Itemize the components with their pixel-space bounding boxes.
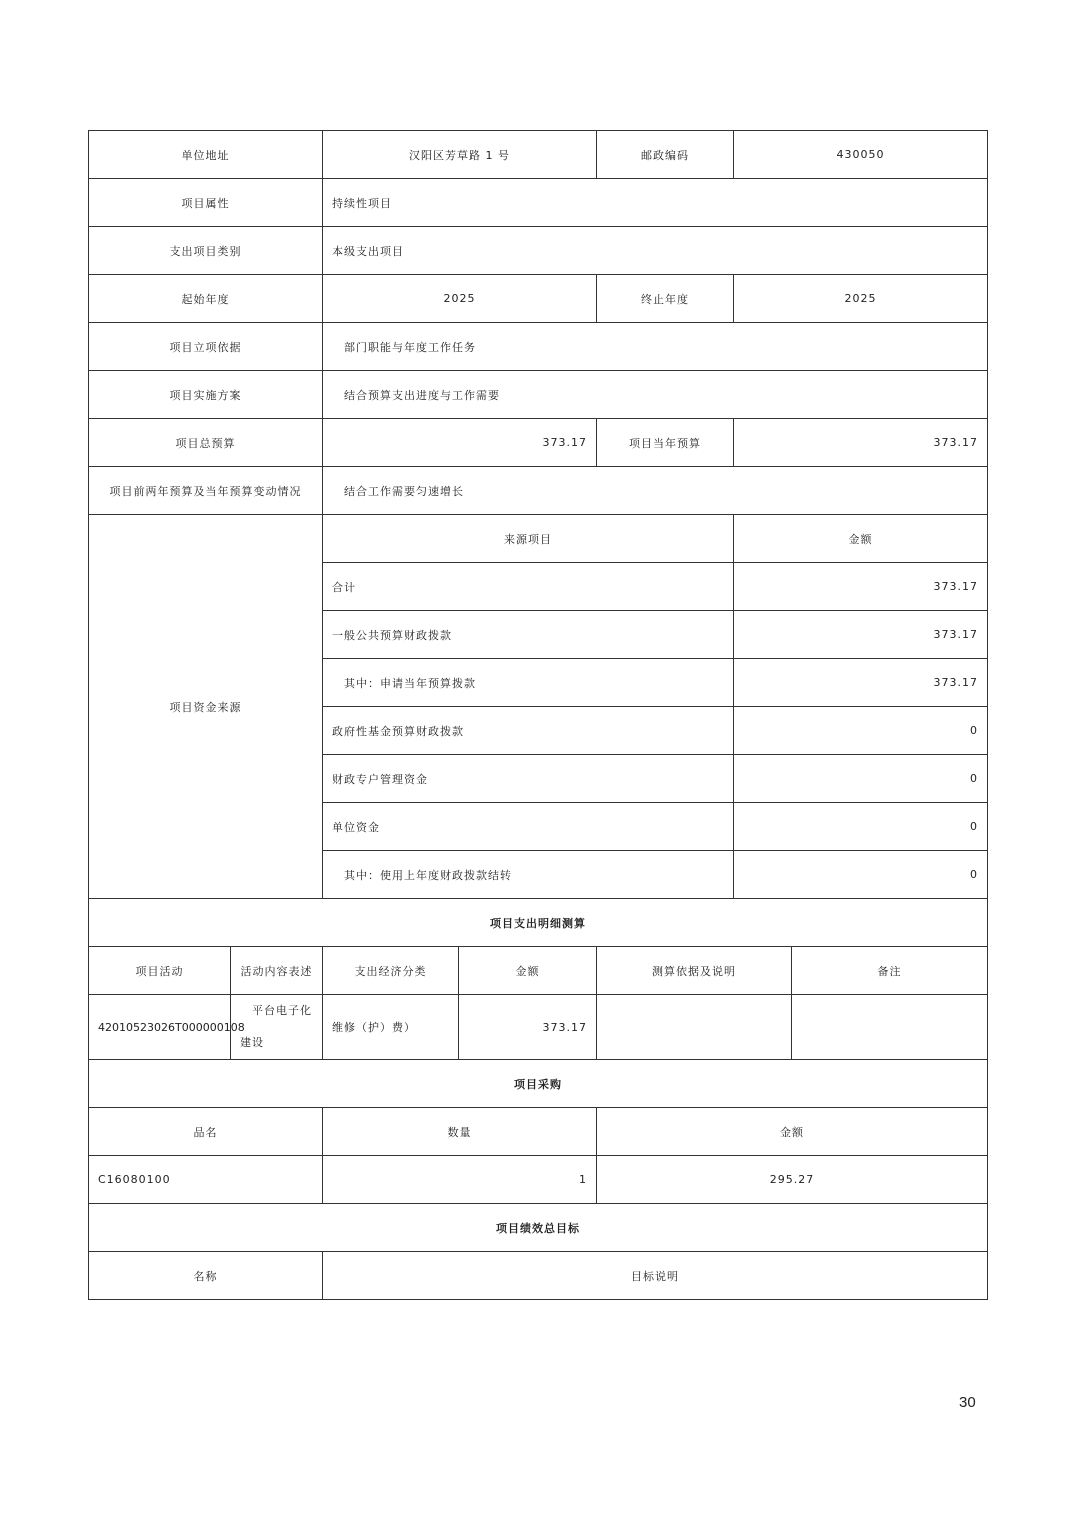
performance-title-row (89, 1204, 988, 1252)
change-label: 项目前两年预算及当年预算变动情况 (89, 467, 323, 515)
funding-source-amount: 0 (734, 707, 988, 755)
detail-amount: 373.17 (459, 995, 597, 1060)
detail-col-econ: 支出经济分类 (323, 947, 459, 995)
address-label: 单位地址 (89, 131, 323, 179)
address-value: 汉阳区芳草路 1 号 (323, 131, 597, 179)
year-row (89, 275, 988, 323)
procurement-title: 项目采购 (89, 1060, 988, 1108)
detail-econ: 维修（护）费） (323, 995, 459, 1060)
project-form-table (88, 130, 988, 1300)
category-row (89, 227, 988, 275)
funding-label: 项目资金来源 (89, 515, 323, 899)
detail-col-activity: 项目活动 (89, 947, 231, 995)
performance-col-desc: 目标说明 (323, 1252, 988, 1300)
basis-value: 部门职能与年度工作任务 (323, 323, 988, 371)
funding-source-name: 政府性基金预算财政拨款 (323, 707, 734, 755)
detail-activity: 42010523026T000000108 (89, 995, 231, 1060)
procurement-title-row (89, 1060, 988, 1108)
detail-col-amount: 金额 (459, 947, 597, 995)
plan-label: 项目实施方案 (89, 371, 323, 419)
category-label: 支出项目类别 (89, 227, 323, 275)
detail-col-remark: 备注 (792, 947, 988, 995)
funding-source-name: 其中：申请当年预算拨款 (323, 659, 734, 707)
detail-remark (792, 995, 988, 1060)
total-budget-value: 373.17 (323, 419, 597, 467)
detail-basis (597, 995, 792, 1060)
performance-col-name: 名称 (89, 1252, 323, 1300)
detail-col-desc: 活动内容表述 (231, 947, 323, 995)
address-row (89, 131, 988, 179)
start-year-label: 起始年度 (89, 275, 323, 323)
detail-desc-line1: 平台电子化 (252, 1004, 312, 1017)
category-value: 本级支出项目 (323, 227, 988, 275)
end-year-label: 终止年度 (597, 275, 734, 323)
detail-desc (231, 995, 323, 1060)
procurement-header-row (89, 1108, 988, 1156)
basis-label: 项目立项依据 (89, 323, 323, 371)
procurement-col-qty: 数量 (323, 1108, 597, 1156)
funding-header-row (89, 515, 988, 563)
current-budget-value: 373.17 (734, 419, 988, 467)
procurement-item-qty: 1 (323, 1156, 597, 1204)
performance-title: 项目绩效总目标 (89, 1204, 988, 1252)
funding-source-name: 财政专户管理资金 (323, 755, 734, 803)
funding-col-amount: 金额 (734, 515, 988, 563)
funding-source-name: 一般公共预算财政拨款 (323, 611, 734, 659)
detail-title: 项目支出明细测算 (89, 899, 988, 947)
procurement-col-amount: 金额 (597, 1108, 988, 1156)
procurement-row (89, 1156, 988, 1204)
funding-source-name: 其中：使用上年度财政拨款结转 (323, 851, 734, 899)
procurement-col-name: 品名 (89, 1108, 323, 1156)
plan-row (89, 371, 988, 419)
funding-source-amount: 373.17 (734, 611, 988, 659)
funding-source-name: 单位资金 (323, 803, 734, 851)
change-row (89, 467, 988, 515)
plan-value: 结合预算支出进度与工作需要 (323, 371, 988, 419)
detail-header-row (89, 947, 988, 995)
funding-source-amount: 373.17 (734, 659, 988, 707)
funding-source-amount: 373.17 (734, 563, 988, 611)
attr-label: 项目属性 (89, 179, 323, 227)
funding-source-amount: 0 (734, 803, 988, 851)
funding-source-name: 合计 (323, 563, 734, 611)
detail-col-basis: 测算依据及说明 (597, 947, 792, 995)
end-year-value: 2025 (734, 275, 988, 323)
basis-row (89, 323, 988, 371)
attr-row (89, 179, 988, 227)
current-budget-label: 项目当年预算 (597, 419, 734, 467)
detail-desc-line2: 建设 (240, 1036, 264, 1049)
change-value: 结合工作需要匀速增长 (323, 467, 988, 515)
page-number: 30 (959, 1394, 976, 1411)
detail-title-row (89, 899, 988, 947)
funding-source-amount: 0 (734, 755, 988, 803)
postcode-label: 邮政编码 (597, 131, 734, 179)
funding-col-source: 来源项目 (323, 515, 734, 563)
total-budget-label: 项目总预算 (89, 419, 323, 467)
start-year-value: 2025 (323, 275, 597, 323)
funding-source-amount: 0 (734, 851, 988, 899)
performance-header-row (89, 1252, 988, 1300)
attr-value: 持续性项目 (323, 179, 988, 227)
procurement-item-amount: 295.27 (597, 1156, 988, 1204)
detail-row (89, 995, 988, 1060)
procurement-item-name: C16080100 (89, 1156, 323, 1204)
budget-row (89, 419, 988, 467)
postcode-value: 430050 (734, 131, 988, 179)
